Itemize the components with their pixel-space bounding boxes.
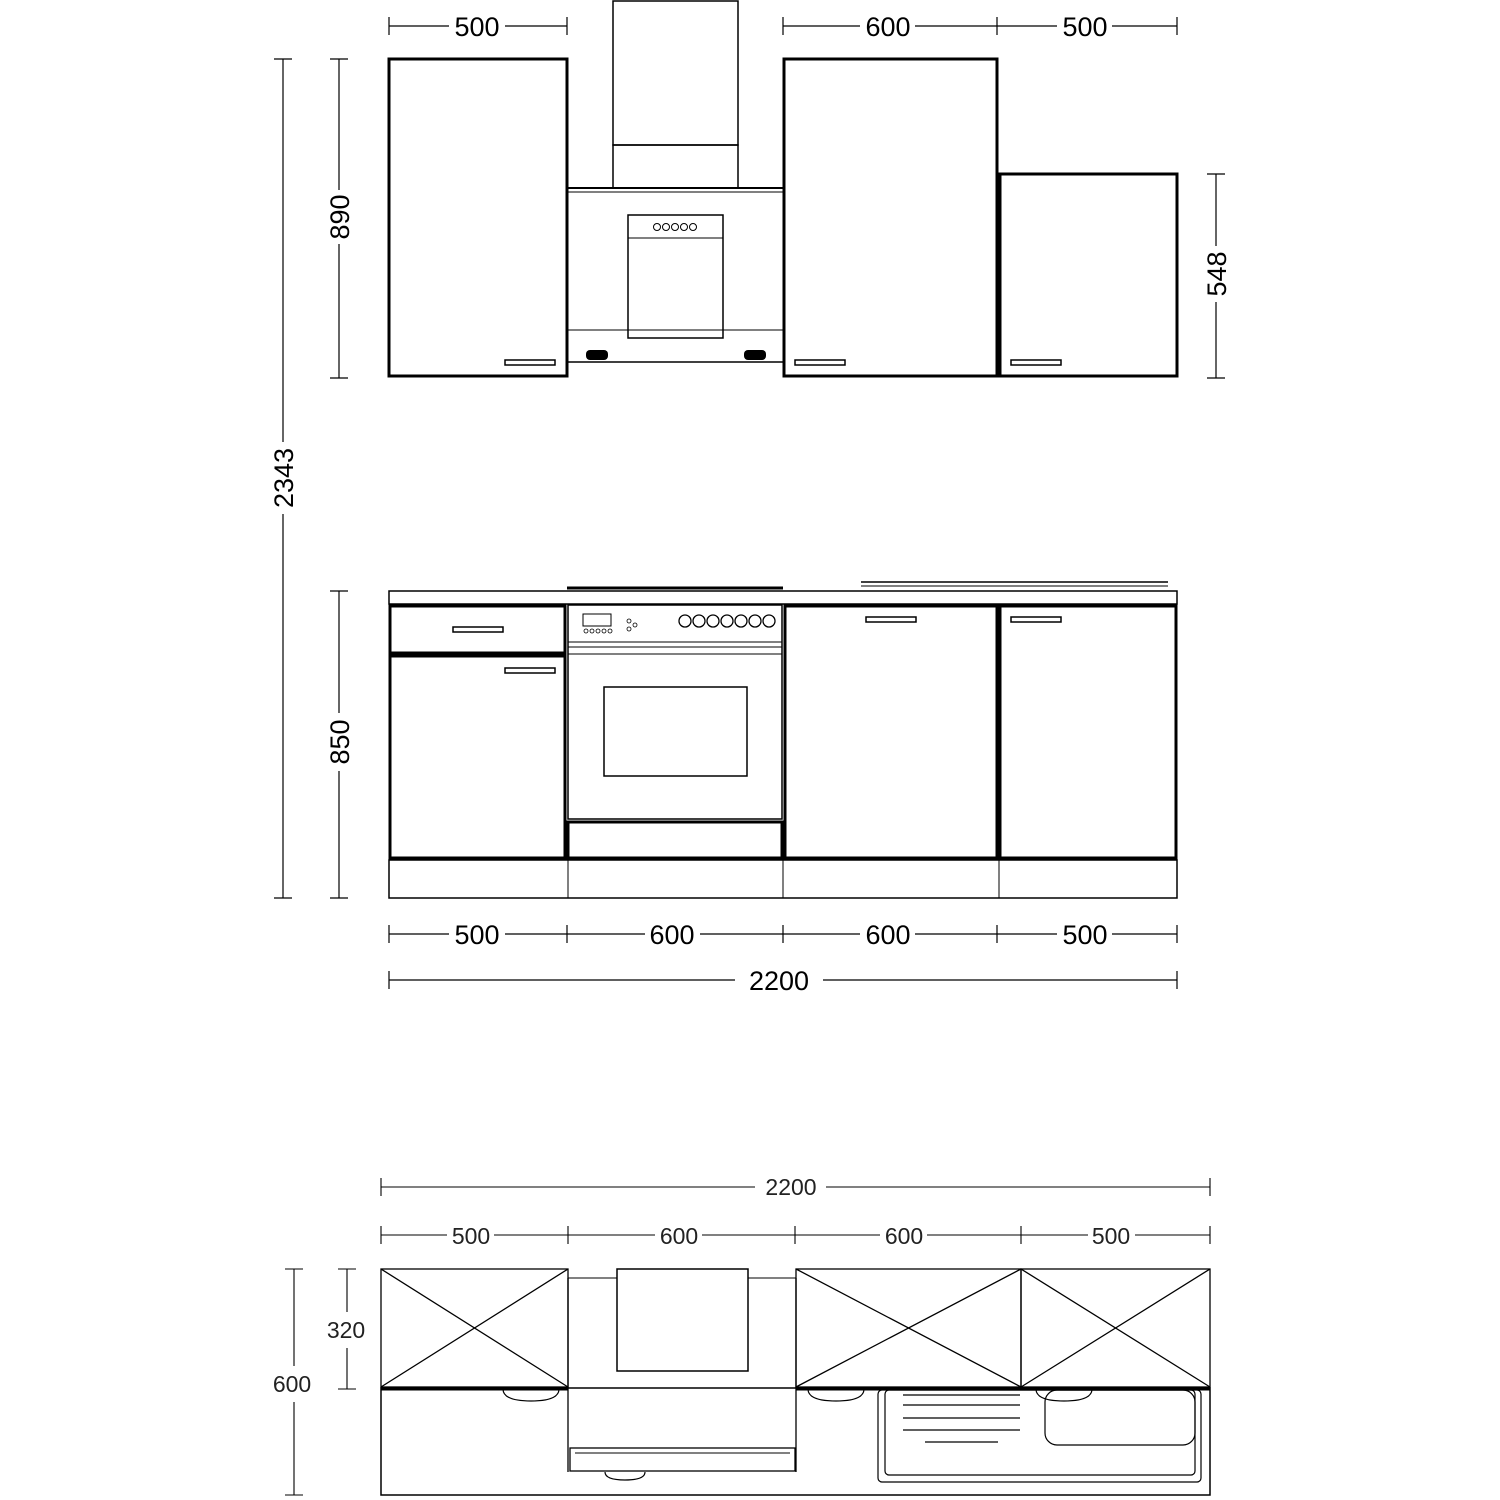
wall-units xyxy=(389,1,1177,376)
plan-sink xyxy=(878,1390,1201,1482)
dim-plan-total-width: 2200 xyxy=(765,1174,817,1200)
base-door-right xyxy=(1000,606,1176,858)
dim-wall-height-right: 548 xyxy=(1202,251,1232,297)
handle-wall-middle xyxy=(795,360,845,365)
base-units xyxy=(389,582,1177,898)
dim-plan-depth-base: 600 xyxy=(272,1371,312,1397)
plan-dimension-labels xyxy=(273,1174,1130,1397)
plan-wall-cabinet-4 xyxy=(1021,1269,1210,1387)
dim-base-height: 850 xyxy=(325,719,355,765)
dim-total-width: 2200 xyxy=(748,966,810,996)
dim-base-width-3: 600 xyxy=(865,920,911,950)
plan-wall-cabinet-1 xyxy=(381,1269,568,1387)
plan-oven-front xyxy=(570,1448,795,1471)
dim-base-width-4: 500 xyxy=(1062,920,1108,950)
dim-plan-width-2: 600 xyxy=(659,1223,699,1249)
hood-light-left xyxy=(586,350,608,360)
hood-chimney xyxy=(613,1,738,145)
wall-cabinet-middle xyxy=(784,59,997,376)
dim-base-width-2: 600 xyxy=(649,920,695,950)
handle-door-middle xyxy=(866,617,916,622)
dim-total-height: 2343 xyxy=(269,447,299,509)
base-door-middle xyxy=(785,606,997,858)
plan-hood xyxy=(617,1269,748,1371)
handle-door-left xyxy=(505,668,555,673)
oven-drawer xyxy=(568,822,782,858)
hood-base xyxy=(613,145,738,188)
base-door-left xyxy=(390,656,565,858)
plan-handles xyxy=(503,1389,1092,1480)
dim-wall-width-middle: 600 xyxy=(865,12,911,42)
elevation-dimension-lines xyxy=(274,17,1225,989)
appliance-panel xyxy=(628,215,723,338)
oven xyxy=(568,605,782,819)
plan-wall-cabinet-3 xyxy=(796,1269,1021,1387)
dim-plan-width-4: 500 xyxy=(1091,1223,1131,1249)
plan-view xyxy=(381,1269,1210,1495)
oven-window xyxy=(604,687,747,776)
elevation-dimension-labels xyxy=(269,12,1232,996)
hood-light-right xyxy=(744,350,766,360)
wall-cabinet-right xyxy=(1000,174,1177,376)
handle-wall-right xyxy=(1011,360,1061,365)
oven-display xyxy=(583,614,611,626)
wall-cabinet-left xyxy=(389,59,567,376)
handle-door-right xyxy=(1011,617,1061,622)
dim-plan-depth-wall: 320 xyxy=(326,1317,366,1343)
dim-wall-width-left: 500 xyxy=(454,12,500,42)
worktop xyxy=(389,591,1177,604)
handle-drawer-left xyxy=(453,627,503,632)
dim-wall-width-right: 500 xyxy=(1062,12,1108,42)
oven-knobs xyxy=(679,615,775,627)
appliance-knobs xyxy=(654,224,697,231)
dim-base-width-1: 500 xyxy=(454,920,500,950)
base-drawer-left xyxy=(390,606,565,653)
dim-wall-height-left: 890 xyxy=(325,194,355,240)
dim-plan-width-3: 600 xyxy=(884,1223,924,1249)
dim-plan-width-1: 500 xyxy=(451,1223,491,1249)
handle-wall-left xyxy=(505,360,555,365)
